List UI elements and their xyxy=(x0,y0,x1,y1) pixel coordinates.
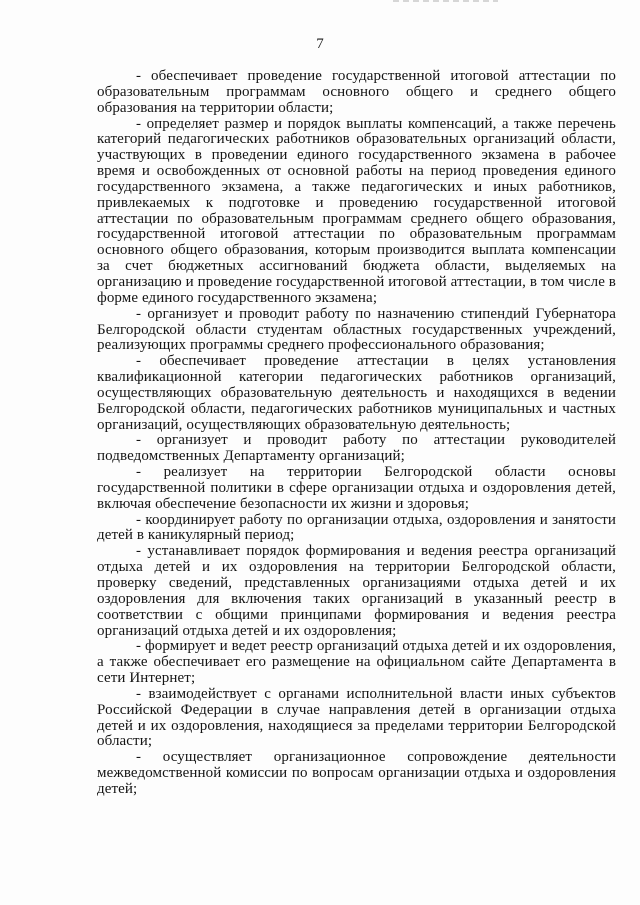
paragraph: - организует и проводит работу по назначению стипендий Губернатора Белгородской области студентам областных государственных учреждений, реализующих программы среднего профессионального образования; xyxy=(97,305,616,354)
scan-artifact xyxy=(393,0,498,2)
paragraph: - обеспечивает проведение аттестации в целях установления квалификационной категории педагогических работников организаций, осуществляющих образовательную деятельность и находящихся в ведении Белгородской области, педагогических работников муниципальных и частных организаций, осуществляющих образовательную деятельность; xyxy=(97,353,616,433)
paragraph: - обеспечивает проведение государственной итоговой аттестации по образовательным программам основного общего и среднего общего образования на территории области; xyxy=(97,68,616,116)
paragraph: - определяет размер и порядок выплаты компенсаций, а также перечень категорий педагогических работников образовательных организаций области, участвующих в проведении единого государственного экзамена в рабочее время и освобожденных от основной работы на период проведения единого государственного экзамена, а также педагогических и иных работников, привлекаемых к подготовке и проведению государственной итоговой аттестации по образовательным программам среднего общего образования, государственной итоговой аттестации по образовательным программам основного общего образования, которым производится выплата компенсации за счет бюджетных ассигнований бюджета области, выделяемых на организацию и проведение государственной итоговой аттестации, в том числе в форме единого государственного экзамена; xyxy=(97,115,616,306)
paragraph: - устанавливает порядок формирования и ведения реестра организаций отдыха детей и их оздоровления на территории Белгородской области, проверку сведений, представленных организациями отдыха детей и их оздоровления для включения таких организаций в указанный реестр в соответствии с общими принципами формирования и ведения реестра организаций отдыха детей и их оздоровления; xyxy=(97,543,616,639)
paragraph: - реализует на территории Белгородской области основы государственной политики в сфере организации отдыха и оздоровления детей, включая обеспечение безопасности их жизни и здоровья; xyxy=(97,464,616,512)
paragraph: - взаимодействует с органами исполнительной власти иных субъектов Российской Федерации в случае направления детей в организации отдыха детей и их оздоровления, находящиеся за пределами территории Белгородской области; xyxy=(97,685,616,750)
page-number: 7 xyxy=(316,36,324,52)
paragraph: - формирует и ведет реестр организаций отдыха детей и их оздоровления, а также обеспечивает его размещение на официальном сайте Департамента в сети Интернет; xyxy=(97,638,616,687)
paragraph: - координирует работу по организации отдыха, оздоровления и занятости детей в каникулярный период; xyxy=(97,511,616,544)
paragraph: - организует и проводит работу по аттестации руководителей подведомственных Департаменту организаций; xyxy=(97,432,616,465)
paragraph: - осуществляет организационное сопровождение деятельности межведомственной комиссии по вопросам организации отдыха и оздоровления детей; xyxy=(97,749,616,797)
document-body xyxy=(97,69,616,798)
